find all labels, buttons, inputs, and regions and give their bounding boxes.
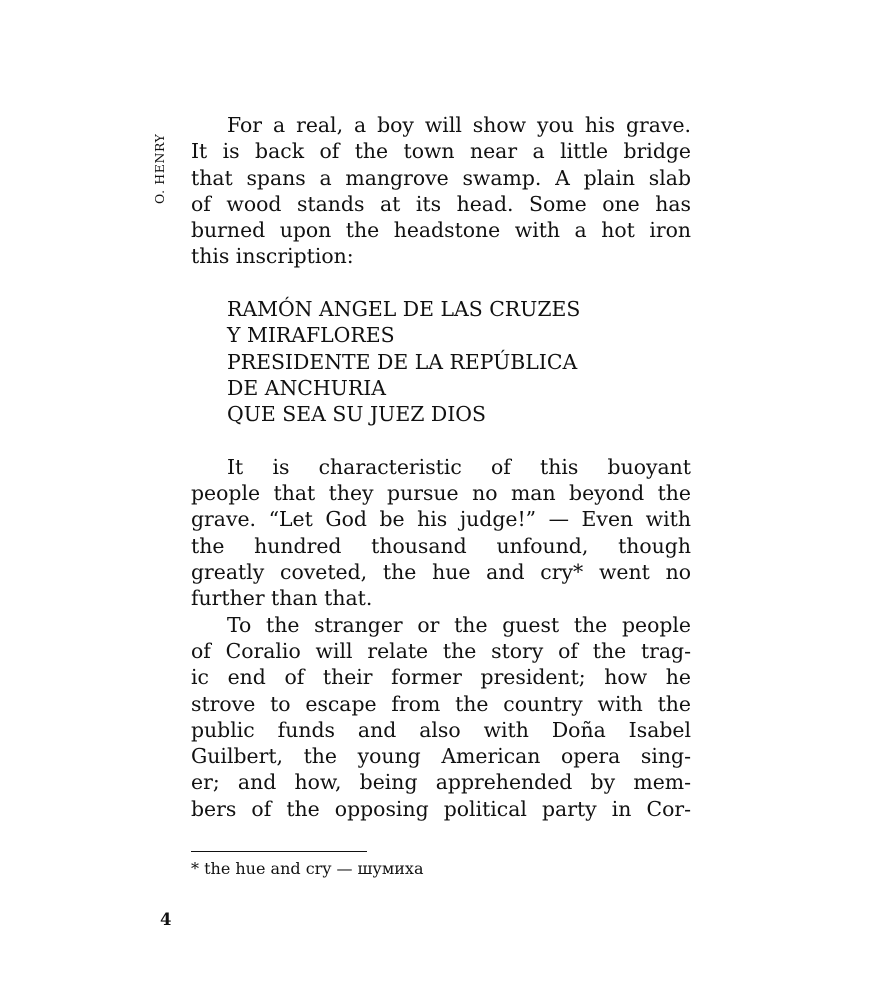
text-line: For a real, a boy will show you his grave.	[227, 113, 691, 137]
text-line: that spans a mangrove swamp. A plain slab	[191, 165, 691, 190]
page-number: 4	[160, 910, 172, 929]
text-line: greatly coveted, the hue and cry* went no	[191, 560, 691, 585]
text-line: public funds and also with Doña Isabel	[191, 717, 691, 742]
running-head: O. HENRY	[152, 133, 167, 204]
inscription-line: QUE SEA SU JUEZ DIOS	[227, 402, 486, 427]
text-line: er; and how, being apprehended by mem-	[191, 770, 691, 795]
footnote: * the hue and cry — шумиха	[191, 859, 424, 878]
inscription	[191, 296, 691, 427]
text-line: strove to escape from the country with the	[191, 691, 691, 716]
text-line: Guilbert, the young American opera sing-	[191, 744, 691, 769]
text-line: the hundred thousand unfound, though	[191, 533, 691, 558]
text-line: To the stranger or the guest the people	[227, 612, 691, 637]
text-line: burned upon the headstone with a hot iron	[191, 218, 691, 243]
paragraph-3	[191, 612, 691, 822]
inscription-line: DE ANCHURIA	[227, 375, 386, 400]
blank-line	[191, 270, 691, 296]
text-line: It is characteristic of this buoyant	[227, 454, 691, 479]
paragraph-2	[191, 454, 691, 612]
text-line: further than that.	[191, 586, 373, 611]
text-line: this inscription:	[191, 244, 354, 269]
text-line: of wood stands at its head. Some one has	[191, 191, 691, 216]
text-line: of Coralio will relate the story of the trag-	[191, 638, 691, 663]
text-line: ic end of their former president; how he	[191, 665, 691, 690]
blank-line	[191, 428, 691, 454]
text-line: grave. “Let God be his judge!” — Even with	[191, 507, 691, 532]
text-line: bers of the opposing political party in Cor-	[191, 796, 691, 821]
paragraph-1	[191, 112, 691, 270]
text-line: people that they pursue no man beyond the	[191, 481, 691, 506]
inscription-line: PRESIDENTE DE LA REPÚBLICA	[227, 349, 578, 374]
footnote-divider	[191, 851, 367, 852]
text-line: It is back of the town near a little bridge	[191, 139, 691, 164]
main-text	[191, 112, 691, 822]
inscription-line: Y MIRAFLORES	[227, 323, 395, 348]
inscription-line: RAMÓN ANGEL DE LAS CRUZES	[227, 297, 581, 322]
